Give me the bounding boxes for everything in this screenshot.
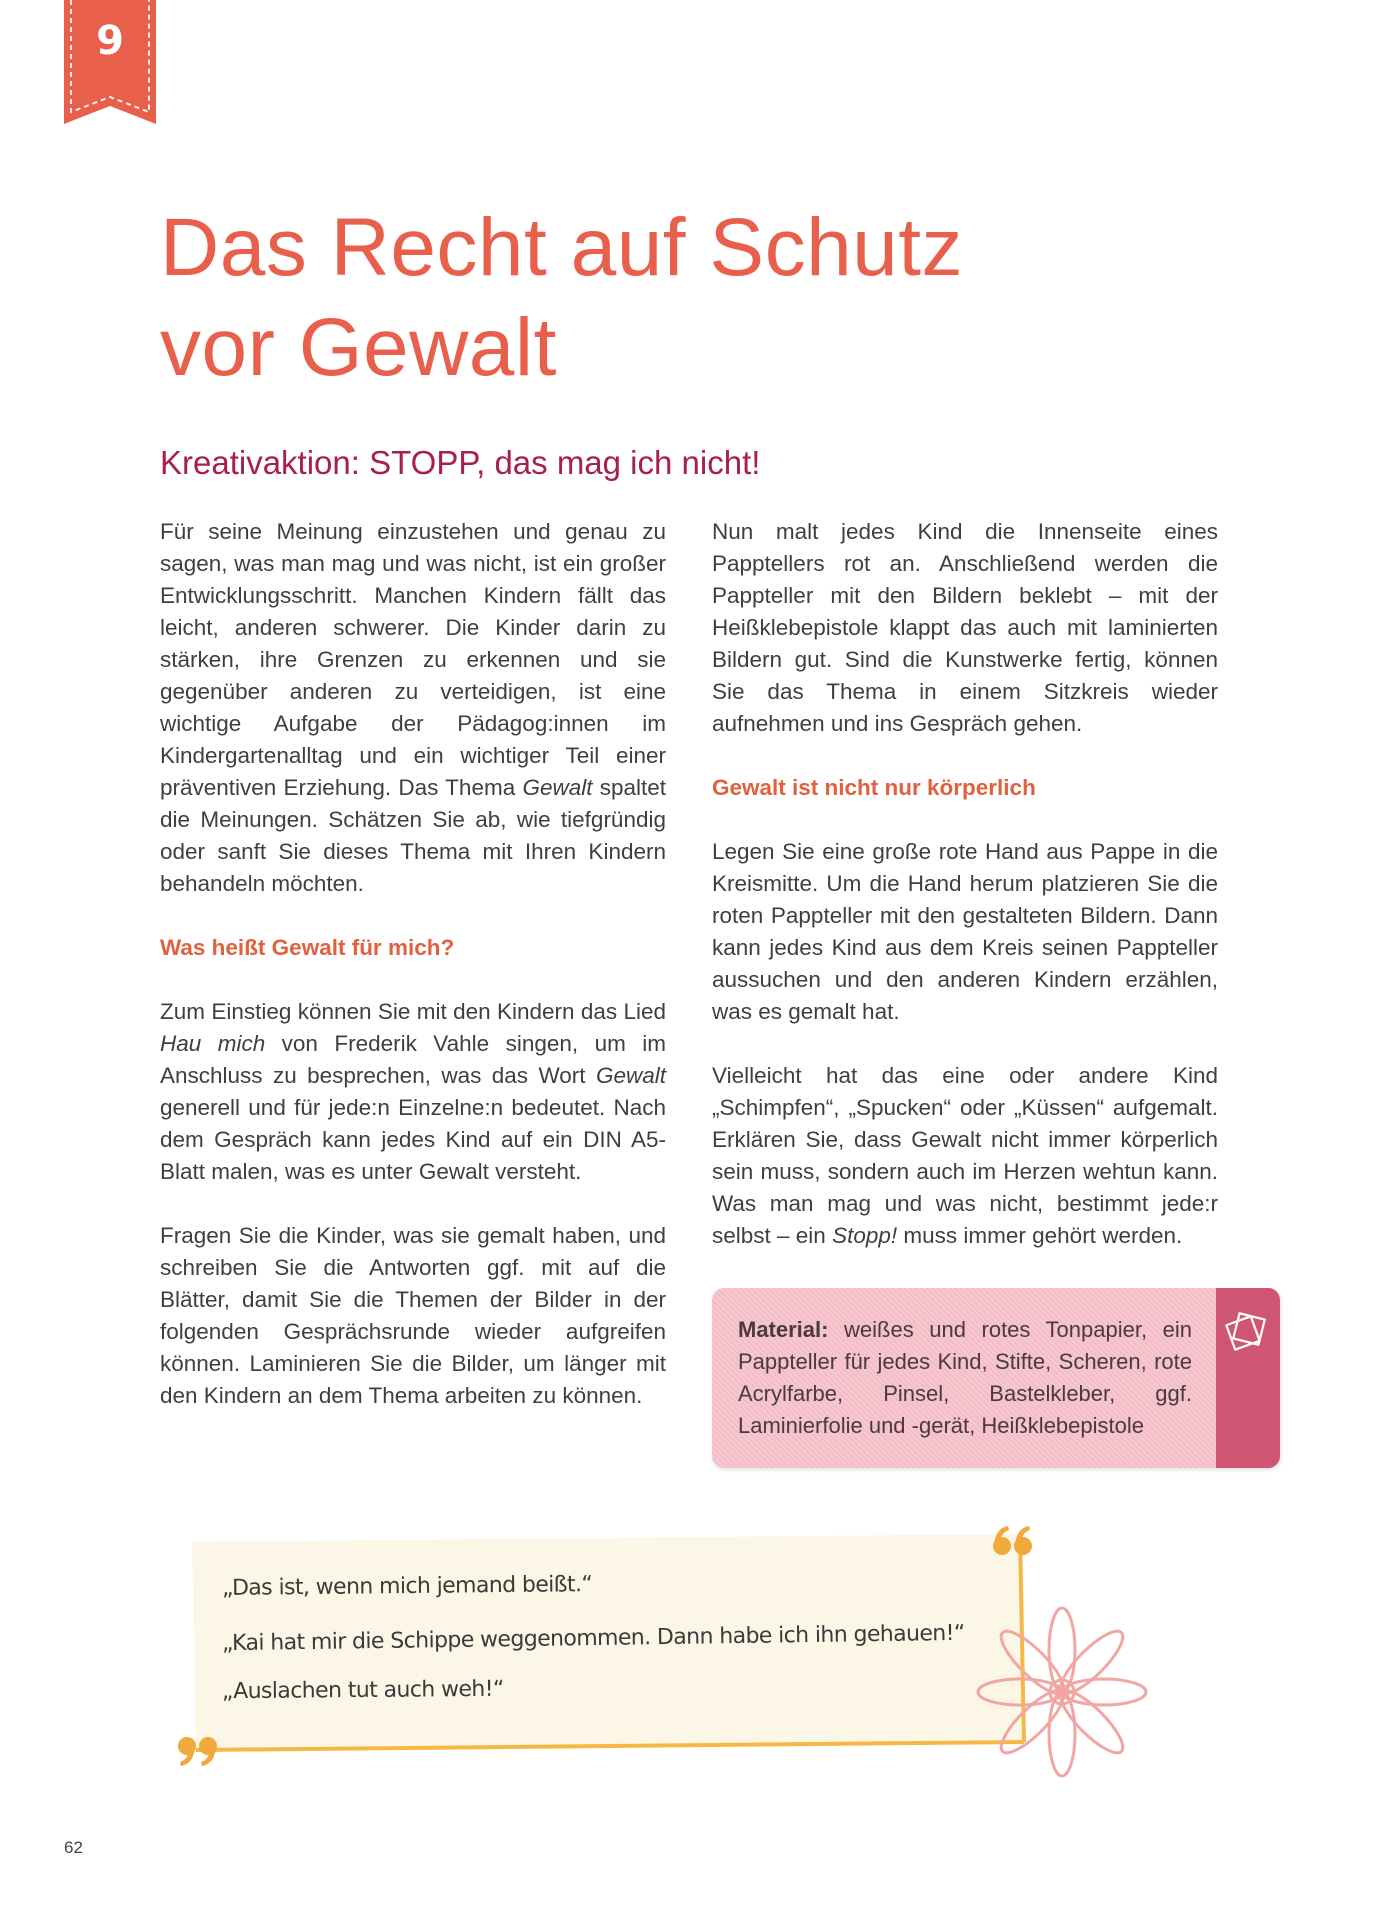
flower-icon	[972, 1600, 1152, 1790]
intro-emphasis: Gewalt	[522, 775, 593, 800]
opening-quote-mark-icon	[990, 1522, 1036, 1558]
page-title	[160, 198, 1060, 398]
right-column	[712, 516, 1218, 1284]
intro-text-a: Für seine Meinung einzustehen und genau zu sagen, was man mag und was nicht, ist ein großer Entwicklungsschritt. Manchen Kindern fällt das leicht, anderen schwerer. Die Kinder darin zu stärken, ihre Grenzen zu erkennen und sie gegenüber anderen zu verteidigen, ist eine wichtige Aufgabe der Pädagog:innen im Kindergartenalltag und ein wichtiger Teil einer präventiven Erziehung. Das Thema	[160, 519, 666, 800]
word-gewalt: Gewalt	[595, 1063, 666, 1088]
page-number: 62	[64, 1838, 83, 1857]
einstieg-text-c: generell und für jede:n Einzelne:n bedeutet. Nach dem Gespräch kann jedes Kind auf ein DIN A5-Blatt malen, was es unter Gewalt versteht.	[160, 1095, 666, 1184]
material-label: Material:	[738, 1317, 829, 1342]
stopp-text-a: Vielleicht hat das eine oder andere Kind „Schimpfen“, „Spucken“ oder „Küssen“ aufgemalt. Erklären Sie, dass Gewalt nicht immer körperlich sein muss, sondern auch im Herzen wehtun kann. Was man mag und was nicht, bestimmt jede:r selbst – ein	[712, 1063, 1218, 1248]
quote-line: „Auslachen tut auch weh!“	[221, 1676, 504, 1705]
subheading-gewalt-fuer-mich: Was heißt Gewalt für mich?	[160, 935, 455, 960]
stopp-emphasis: Stopp!	[832, 1223, 898, 1248]
chapter-number: 9	[96, 18, 124, 64]
stopp-text-b: muss immer gehört werden.	[897, 1223, 1183, 1248]
page-title-line-1: Das Recht auf Schutz	[160, 202, 964, 293]
quote-line: „Kai hat mir die Schippe weggenommen. Dann habe ich ihn gehauen!“	[221, 1620, 965, 1657]
subheading-nicht-nur-koerperlich: Gewalt ist nicht nur körperlich	[712, 775, 1036, 800]
einstieg-text-a: Zum Einstieg können Sie mit den Kindern das Lied	[160, 999, 666, 1024]
chapter-ribbon	[64, 0, 156, 132]
material-box	[712, 1288, 1280, 1468]
section-title: Kreativaktion: STOPP, das mag ich nicht!	[160, 444, 761, 481]
note-paper-icon	[1224, 1308, 1270, 1354]
left-column	[160, 516, 666, 1444]
closing-quote-mark-icon	[174, 1734, 220, 1770]
intro-paragraph	[160, 516, 666, 900]
paragraph-rote-hand: Legen Sie eine große rote Hand aus Pappe in die Kreismitte. Um die Hand herum platzieren Sie die roten Pappteller mit den gestalteten Bildern. Dann kann jedes Kind aus dem Kreis seinen Pappteller aussuchen und den anderen Kindern erzählen, was es gemalt hat.	[712, 839, 1218, 1024]
page-title-line-2: vor Gewalt	[160, 302, 557, 393]
quote-line: „Das ist, wenn mich jemand beißt.“	[221, 1572, 593, 1601]
paragraph-pappteller: Nun malt jedes Kind die Innenseite eines Papptellers rot an. Anschließend werden die Pappteller mit den Bildern beklebt – mit der Heißklebepistole klappt das auch mit laminierten Bildern gut. Sind die Kunstwerke fertig, können Sie das Thema in einem Sitzkreis wieder aufnehmen und ins Gespräch gehen.	[712, 519, 1218, 736]
intro-text-b: spaltet die Meinungen. Schätzen Sie ab, wie tiefgründig oder sanft Sie dieses Thema mit Ihren Kindern behandeln möchten.	[160, 775, 667, 896]
paragraph-stopp	[712, 1060, 1218, 1252]
material-tab	[1216, 1288, 1280, 1468]
paragraph-fragen: Fragen Sie die Kinder, was sie gemalt haben, und schreiben Sie die Antworten ggf. mit auf die Blätter, damit Sie die Themen der Bilder in der folgenden Gesprächsrunde wieder aufgreifen können. Laminieren Sie die Bilder, um länger mit den Kindern an dem Thema arbeiten zu können.	[160, 1223, 666, 1408]
song-title: Hau mich	[160, 1031, 266, 1056]
material-list	[738, 1314, 1192, 1442]
paragraph-einstieg	[160, 996, 666, 1188]
material-items: weißes und rotes Tonpapier, ein Pappteller für jedes Kind, Stifte, Scheren, rote Acrylfarbe, Pinsel, Bastelkleber, ggf. Laminierfolie und -gerät, Heißklebepistole	[738, 1317, 1192, 1438]
einstieg-text-b: von Frederik Vahle singen, um im Anschluss zu besprechen, was das Wort	[160, 1031, 666, 1088]
